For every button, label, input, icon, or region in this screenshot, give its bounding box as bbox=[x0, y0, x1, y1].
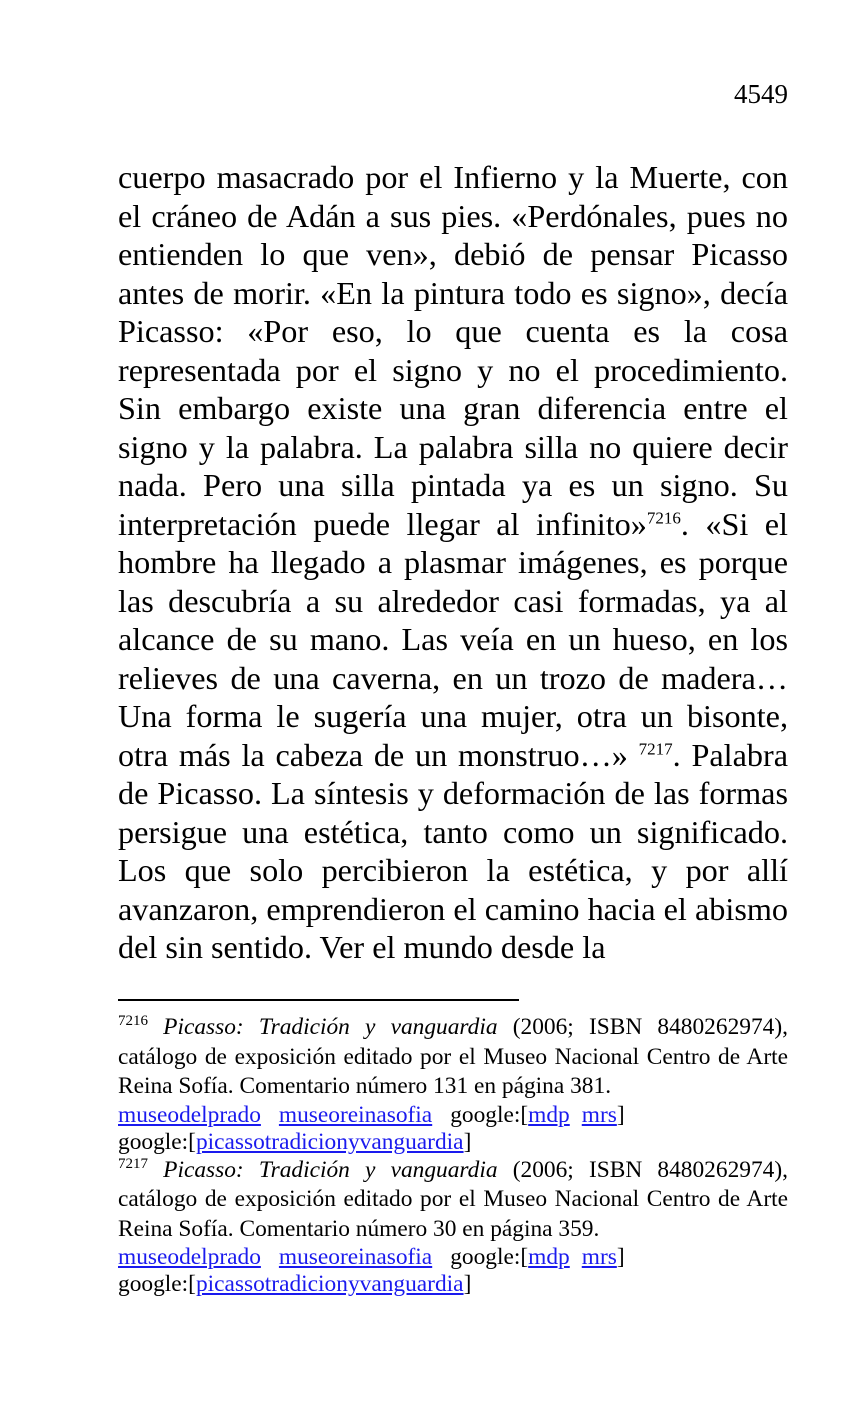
footnotes-section bbox=[118, 1013, 788, 1298]
footnote-separator bbox=[118, 999, 519, 1001]
body-paragraph bbox=[118, 158, 788, 967]
footnote-7216 bbox=[118, 1013, 788, 1156]
footnote-book-title: Picasso: Tradición y vanguardia bbox=[163, 1156, 498, 1183]
google-label: google:[ bbox=[450, 1244, 529, 1270]
link-google-mdp[interactable]: mdp bbox=[528, 1101, 570, 1128]
link-google-picassotradicionyvanguardia[interactable]: picassotradicionyvanguardia bbox=[195, 1128, 464, 1155]
google-close-bracket: ] bbox=[616, 1101, 625, 1128]
link-museodelprado[interactable]: museodelprado bbox=[118, 1244, 261, 1270]
footnote-ref-7217: 7217 bbox=[638, 738, 673, 758]
google-label: google:[ bbox=[118, 1128, 196, 1155]
link-google-mrs[interactable]: mrs bbox=[581, 1244, 617, 1270]
link-museoreinasofia[interactable]: museoreinasofia bbox=[278, 1244, 433, 1270]
footnote-book-title: Picasso: Tradición y vanguardia bbox=[163, 1014, 498, 1040]
footnote-number: 7217 bbox=[118, 1155, 148, 1172]
footnote-description: (2006; ISBN 8480262974), catálogo de exposición editado por el Museo Nacional Centro de Arte Reina Sofía. Comentario número 131 en página 381. bbox=[118, 1014, 788, 1099]
footnote-ref-7216: 7216 bbox=[646, 507, 681, 527]
link-museodelprado[interactable]: museodelprado bbox=[118, 1101, 261, 1128]
link-museoreinasofia[interactable]: museoreinasofia bbox=[278, 1101, 433, 1128]
footnote-description: (2006; ISBN 8480262974), catálogo de exposición editado por el Museo Nacional Centro de Arte Reina Sofía. Comentario número 30 en página 359. bbox=[118, 1156, 788, 1242]
footnote-7217 bbox=[118, 1156, 788, 1299]
body-text-segment-2: . «Si el hombre ha llegado a plasmar imágenes, es porque las descubría a su alrededor casi formadas, ya al alcance de su mano. Las veía en un hueso, en los relieves de una caverna, en un trozo de madera… Una forma le sugería una mujer, otra un bisonte, otra más la cabeza de un monstruo…» bbox=[118, 505, 789, 773]
google-close-bracket: ] bbox=[463, 1128, 472, 1155]
footnote-number: 7216 bbox=[118, 1013, 148, 1030]
link-google-mrs[interactable]: mrs bbox=[581, 1101, 617, 1128]
google-label: google:[ bbox=[118, 1271, 196, 1297]
page-number: 4549 bbox=[734, 79, 788, 109]
body-text-segment-3: . Palabra de Picasso. La síntesis y deformación de las formas persigue una estética, tanto como un significado. Los que solo percibieron la estética, y por allí avanzaron, emprendieron el camino hacia el abismo del sin sentido. Ver el mundo desde la bbox=[118, 736, 789, 965]
link-google-picassotradicionyvanguardia[interactable]: picassotradicionyvanguardia bbox=[195, 1271, 464, 1297]
footnote-text bbox=[118, 1013, 788, 1102]
google-close-bracket: ] bbox=[463, 1271, 472, 1297]
footnote-links bbox=[118, 1102, 788, 1129]
footnote-links bbox=[118, 1244, 788, 1271]
google-label: google:[ bbox=[450, 1101, 529, 1128]
body-text-segment-1: cuerpo masacrado por el Infierno y la Muerte, con el cráneo de Adán a sus pies. «Perdónales, pues no entienden lo que ven», debió de pensar Picasso antes de morir. «En la pintura todo es signo», decía Picasso: «Por eso, lo que cuenta es la cosa representada por el signo y no el procedimiento. Sin embargo existe una gran diferencia entre el signo y la palabra. La palabra silla no quiere decir nada. Pero una silla pintada ya es un signo. Su interpretación puede llegar al infinito» bbox=[118, 159, 788, 542]
footnote-google-line bbox=[118, 1129, 788, 1156]
footnote-text bbox=[118, 1156, 788, 1245]
link-google-mdp[interactable]: mdp bbox=[528, 1244, 570, 1270]
google-close-bracket: ] bbox=[616, 1244, 625, 1270]
footnote-google-line bbox=[118, 1271, 788, 1298]
